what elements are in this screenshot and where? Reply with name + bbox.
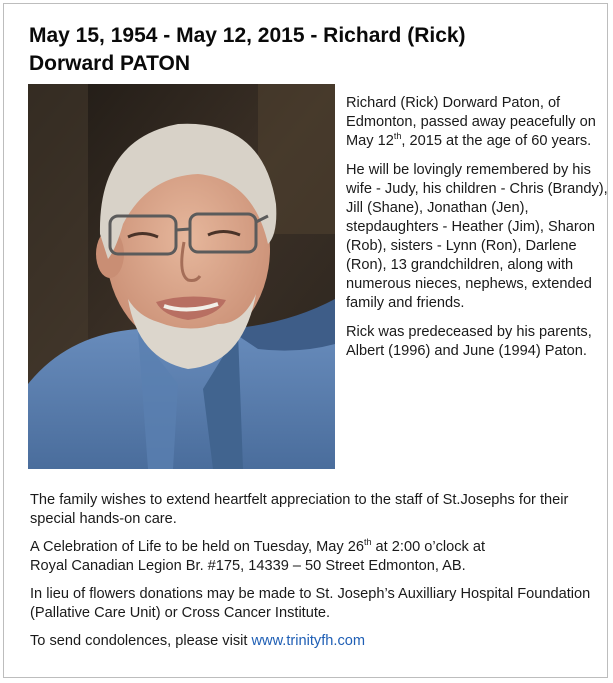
- remembered-paragraph: He will be lovingly remembered by his wife - Judy, his children - Chris (Brandy), Jill (Shane), Jonathan (Jen), stepdaughters - Heather (Jim), Sharon (Rob), sisters - Lynn (Ron), Darlene (Ron), 13 grandchildren, along with numerous nieces, nephews, extended family and friends.: [346, 162, 608, 311]
- intro-text: Richard (Rick) Dorward Paton, of Edmonton, passed away peacefully on May 12: [346, 95, 596, 149]
- intro-superscript: th: [393, 131, 402, 142]
- condolences-link[interactable]: www.trinityfh.com: [251, 633, 366, 649]
- condolences-paragraph: [30, 632, 605, 651]
- title-line-2: Dorward PATON: [29, 52, 191, 75]
- celebration-paragraph: [30, 538, 605, 576]
- side-column: [346, 94, 608, 371]
- intro-text-end: , 2015 at the age of 60 years.: [401, 133, 592, 149]
- celebration-text-end: at 2:00 o’clock at: [371, 539, 486, 555]
- bottom-section: [30, 491, 605, 660]
- donations-paragraph: In lieu of flowers donations may be made to St. Joseph’s Auxilliary Hospital Foundation (Pallative Care Unit) or Cross Cancer Institute.: [30, 586, 591, 621]
- celebration-location: Royal Canadian Legion Br. #175, 14339 – 50 Street Edmonton, AB.: [30, 558, 466, 574]
- predeceased-paragraph: Rick was predeceased by his parents, Albert (1996) and June (1994) Paton.: [346, 324, 592, 359]
- obituary-title: [29, 22, 589, 78]
- celebration-superscript: th: [363, 537, 372, 548]
- title-line-1: May 15, 1954 - May 12, 2015 - Richard (Rick): [29, 24, 466, 47]
- intro-paragraph: [346, 94, 608, 151]
- portrait-illustration: [28, 84, 335, 469]
- condolences-text: To send condolences, please visit: [30, 633, 252, 649]
- portrait-photo: [28, 84, 335, 469]
- appreciation-paragraph: The family wishes to extend heartfelt appreciation to the staff of St.Josephs for their special hands-on care.: [30, 492, 569, 527]
- celebration-text: A Celebration of Life to be held on Tuesday, May 26: [30, 539, 364, 555]
